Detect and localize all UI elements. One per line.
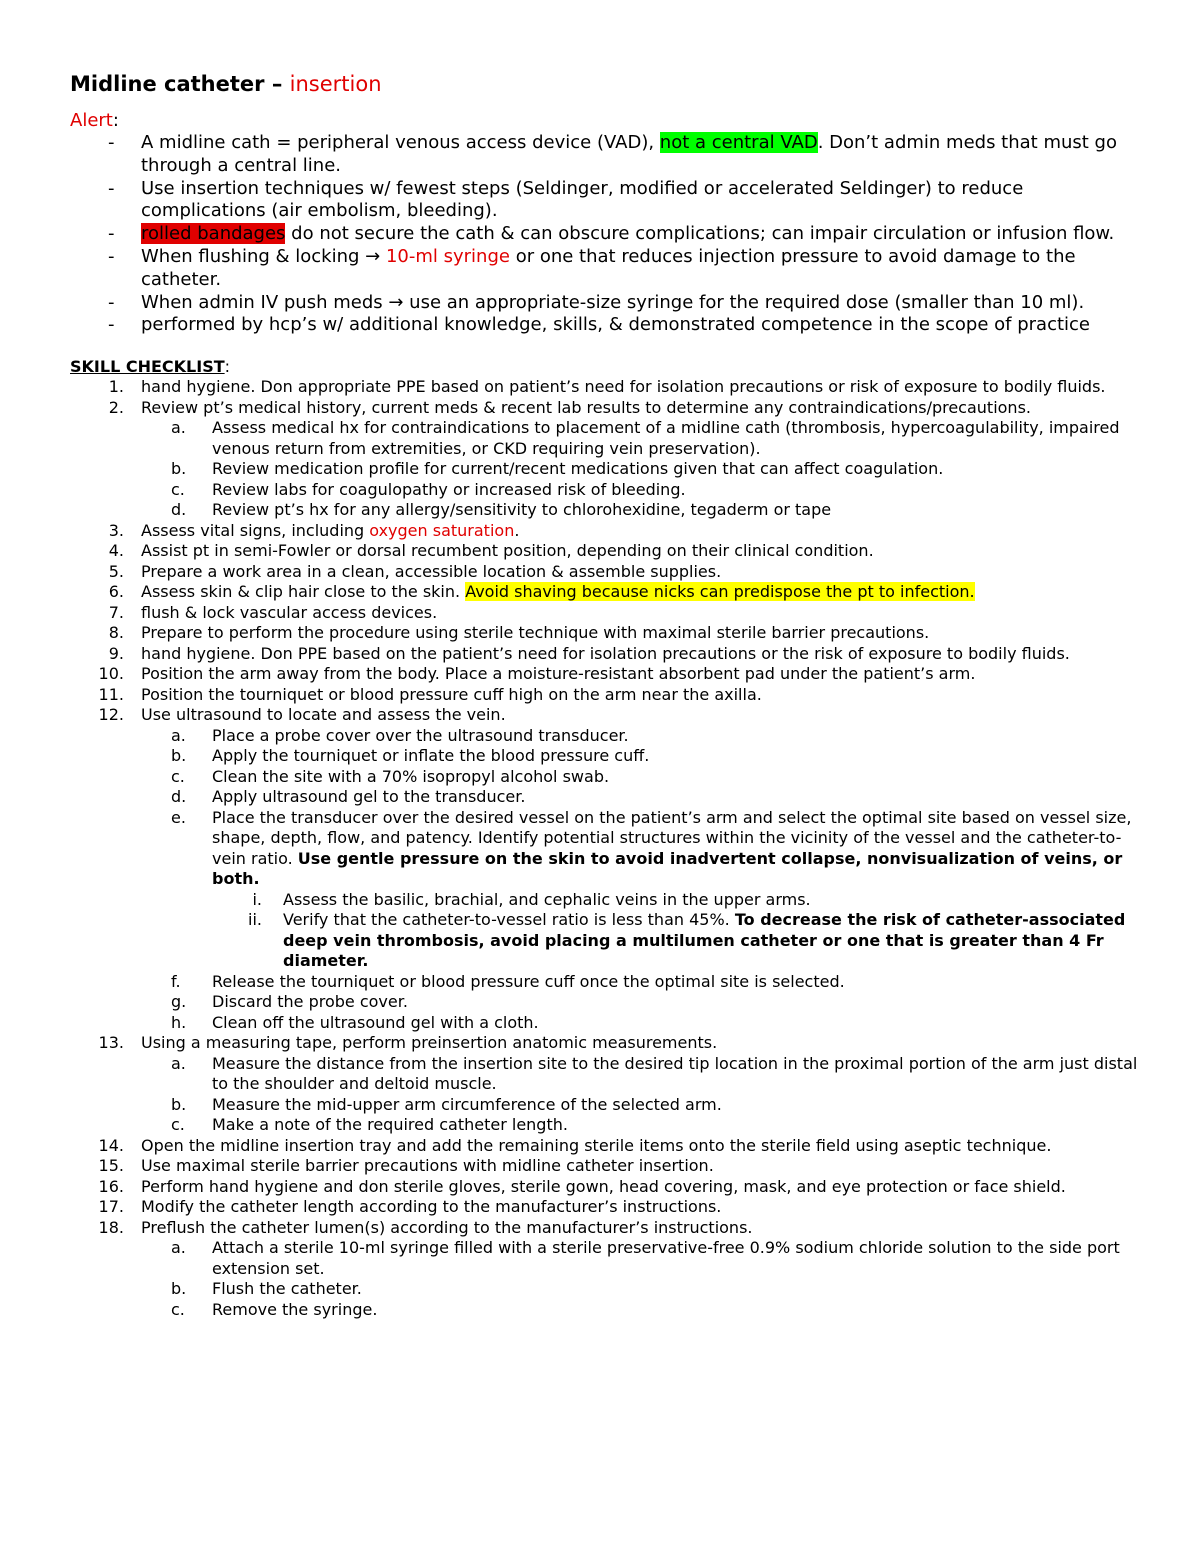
step-bold-text: Use gentle pressure on the skin to avoid inadvertent collapse, nonvisualization of veins, or both. <box>212 848 1123 889</box>
step-text: Position the tourniquet or blood pressure cuff high on the arm near the axilla. <box>141 684 762 704</box>
sub-step <box>141 972 1140 993</box>
sub-step-label: b. <box>171 746 187 766</box>
step-text: Modify the catheter length according to the manufacturer’s instructions. <box>141 1197 722 1217</box>
step-text: Assess skin & clip hair close to the skin. <box>141 582 466 602</box>
step-number: 3. <box>108 520 124 540</box>
step-number: 1. <box>108 377 124 397</box>
sub-step <box>141 1279 1140 1300</box>
arrow-icon: → <box>388 291 404 313</box>
step-number: 17. <box>98 1197 124 1217</box>
sub-step <box>141 746 1140 767</box>
alert-item <box>70 132 1140 178</box>
sub-step <box>141 1300 1140 1321</box>
sub-step-label: b. <box>171 459 187 479</box>
sub-step <box>141 1115 1140 1136</box>
step-text: Assess vital signs, including <box>141 520 370 540</box>
sub-step <box>141 1238 1140 1279</box>
sub-step <box>141 459 1140 480</box>
bullet-dash: - <box>108 177 115 199</box>
step-number: 16. <box>98 1176 124 1196</box>
title-main: Midline catheter – <box>70 72 290 96</box>
step-text: Place a probe cover over the ultrasound transducer. <box>212 725 629 745</box>
step-number: 2. <box>108 397 124 417</box>
sub-step <box>141 808 1140 972</box>
step-text: Attach a sterile 10-ml syringe filled with a sterile preservative-free 0.9% sodium chloride solution to the side port extension set. <box>212 1238 1120 1278</box>
sub-step <box>141 500 1140 521</box>
step-text: hand hygiene. Don PPE based on the patient’s need for isolation precautions or the risk of exposure to bodily fluids. <box>141 643 1070 663</box>
step-number: 9. <box>108 643 124 663</box>
step-text: Using a measuring tape, perform preinsertion anatomic measurements. <box>141 1033 718 1053</box>
step-number: 5. <box>108 561 124 581</box>
checklist-step <box>70 562 1140 583</box>
arrow-icon: → <box>365 245 381 267</box>
sub-step-label: a. <box>171 418 186 438</box>
alert-item <box>70 178 1140 224</box>
step-text: Release the tourniquet or blood pressure cuff once the optimal site is selected. <box>212 971 845 991</box>
sub-step <box>141 1095 1140 1116</box>
sub-step-label: a. <box>171 1053 186 1073</box>
checklist-step <box>70 1197 1140 1218</box>
sub-step-label: d. <box>171 787 187 807</box>
step-text: Prepare to perform the procedure using sterile technique with maximal sterile barrier precautions. <box>141 623 930 643</box>
sub-step-label: c. <box>171 479 185 499</box>
step-text: Discard the probe cover. <box>212 992 408 1012</box>
sub-step <box>141 767 1140 788</box>
step-text: Perform hand hygiene and don sterile gloves, sterile gown, head covering, mask, and eye protection or face shield. <box>141 1176 1066 1196</box>
sub-step-label: f. <box>171 971 181 991</box>
sub-step-label: b. <box>171 1279 187 1299</box>
step-bold-text: To decrease the risk of catheter-associated deep vein thrombosis, avoid placing a multilumen catheter or one that is greater than 4 Fr diameter. <box>283 910 1126 971</box>
step-text: Clean off the ultrasound gel with a cloth. <box>212 1012 539 1032</box>
step-text: Place the transducer over the desired vessel on the patient’s arm and select the optimal site based on vessel size, shape, depth, flow, and patency. Identify potential structures within the vicinity of the vessel and the catheter-to-vein ratio. <box>212 807 1132 868</box>
bullet-dash: - <box>108 223 115 245</box>
step-number: 6. <box>108 582 124 602</box>
alert-heading <box>70 110 1140 132</box>
page-title <box>70 70 1140 98</box>
sub-steps <box>141 418 1140 521</box>
alert-text: When admin IV push meds <box>141 291 389 313</box>
sub-step-label: c. <box>171 1299 185 1319</box>
checklist-step <box>70 1177 1140 1198</box>
step-text: Verify that the catheter-to-vessel ratio is less than 45%. <box>283 910 735 930</box>
sub-sub-step-label: i. <box>252 889 262 909</box>
step-text: Flush the catheter. <box>212 1279 362 1299</box>
checklist-step <box>70 623 1140 644</box>
step-text: Review pt’s hx for any allergy/sensitivity to chlorohexidine, tegaderm or tape <box>212 500 832 520</box>
step-number: 7. <box>108 602 124 622</box>
step-text: hand hygiene. Don appropriate PPE based on patient’s need for isolation precautions or risk of exposure to bodily fluids. <box>141 377 1106 397</box>
step-number: 11. <box>98 684 124 704</box>
step-emphasis: oxygen saturation <box>369 520 515 540</box>
alert-emphasis: 10-ml syringe <box>380 245 510 267</box>
step-text: Measure the distance from the insertion site to the desired tip location in the proximal portion of the arm just distal to the shoulder and deltoid muscle. <box>212 1053 1138 1094</box>
step-text: flush & lock vascular access devices. <box>141 602 438 622</box>
sub-steps <box>141 726 1140 1034</box>
step-number: 13. <box>98 1033 124 1053</box>
alert-text: Use insertion techniques w/ fewest steps (Seldinger, modified or accelerated Seldinger) to reduce complications (air embolism, bleeding). <box>141 177 1024 222</box>
checklist-step <box>70 1156 1140 1177</box>
alert-text: When flushing & locking <box>141 245 366 267</box>
step-number: 15. <box>98 1156 124 1176</box>
alert-item <box>70 246 1140 292</box>
step-number: 10. <box>98 664 124 684</box>
sub-step <box>141 1013 1140 1034</box>
checklist-step <box>70 398 1140 521</box>
step-text: Assist pt in semi-Fowler or dorsal recumbent position, depending on their clinical condition. <box>141 541 874 561</box>
checklist-step <box>70 541 1140 562</box>
step-text: Apply the tourniquet or inflate the blood pressure cuff. <box>212 746 650 766</box>
alert-list <box>70 132 1140 337</box>
sub-sub-step-label: ii. <box>248 910 262 930</box>
alert-text: performed by hcp’s w/ additional knowledge, skills, & demonstrated competence in the scope of practice <box>141 314 1090 336</box>
highlight-yellow: Avoid shaving because nicks can predispose the pt to infection. <box>465 582 975 602</box>
alert-colon: : <box>112 110 119 131</box>
sub-sub-steps <box>212 890 1140 972</box>
checklist-steps <box>70 377 1140 1320</box>
step-text: Use maximal sterile barrier precautions with midline catheter insertion. <box>141 1156 714 1176</box>
sub-step-label: d. <box>171 500 187 520</box>
alert-text: or one that reduces injection pressure to avoid damage to the catheter. <box>141 245 1076 290</box>
sub-sub-step <box>212 890 1140 911</box>
step-number: 14. <box>98 1135 124 1155</box>
sub-step <box>141 726 1140 747</box>
sub-steps <box>141 1238 1140 1320</box>
sub-steps <box>141 1054 1140 1136</box>
alert-text: do not secure the cath & can obscure complications; can impair circulation or infusion flow. <box>285 223 1115 245</box>
highlight-red: rolled bandages <box>141 223 286 245</box>
sub-step-label: c. <box>171 1115 185 1135</box>
checklist-step <box>70 644 1140 665</box>
checklist-step <box>70 377 1140 398</box>
step-text: Measure the mid-upper arm circumference of the selected arm. <box>212 1094 722 1114</box>
sub-step <box>141 480 1140 501</box>
step-text: Use ultrasound to locate and assess the vein. <box>141 705 506 725</box>
step-number: 12. <box>98 705 124 725</box>
sub-sub-step <box>212 910 1140 972</box>
sub-step-label: e. <box>171 807 186 827</box>
sub-step <box>141 1054 1140 1095</box>
checklist-title: SKILL CHECKLIST <box>70 357 225 377</box>
document-page <box>70 70 1140 1320</box>
bullet-dash: - <box>108 245 115 267</box>
checklist-colon: : <box>224 357 231 377</box>
alert-label: Alert <box>70 110 113 131</box>
alert-item <box>70 292 1140 315</box>
checklist-step <box>70 685 1140 706</box>
step-text: Review labs for coagulopathy or increased risk of bleeding. <box>212 479 686 499</box>
sub-step-label: a. <box>171 1238 186 1258</box>
bullet-dash: - <box>108 314 115 336</box>
checklist-step <box>70 1033 1140 1136</box>
step-text: Assess medical hx for contraindications to placement of a midline cath (thrombosis, hypercoagulability, impaired venous return from extremities, or CKD requiring vein preservation). <box>212 418 1120 458</box>
step-text: Prepare a work area in a clean, accessible location & assemble supplies. <box>141 561 722 581</box>
sub-step <box>141 992 1140 1013</box>
sub-step <box>141 418 1140 459</box>
bullet-dash: - <box>108 291 115 313</box>
step-text: Clean the site with a 70% isopropyl alcohol swab. <box>212 766 610 786</box>
step-text: Preflush the catheter lumen(s) according to the manufacturer’s instructions. <box>141 1217 753 1237</box>
step-text: Position the arm away from the body. Place a moisture-resistant absorbent pad under the patient’s arm. <box>141 664 976 684</box>
step-text: Apply ultrasound gel to the transducer. <box>212 787 526 807</box>
sub-step <box>141 787 1140 808</box>
sub-step-label: c. <box>171 766 185 786</box>
step-number: 8. <box>108 623 124 643</box>
bullet-dash: - <box>108 132 115 153</box>
checklist-step <box>70 582 1140 603</box>
step-text: . <box>514 520 520 540</box>
highlight-green: not a central VAD <box>659 132 818 153</box>
step-text: Open the midline insertion tray and add the remaining sterile items onto the sterile field using aseptic technique. <box>141 1135 1052 1155</box>
step-text: Review pt’s medical history, current meds & recent lab results to determine any contraindications/precautions. <box>141 397 1031 417</box>
alert-text: A midline cath = peripheral venous access device (VAD), <box>141 132 660 153</box>
sub-step-label: g. <box>171 992 187 1012</box>
sub-step-label: a. <box>171 725 186 745</box>
checklist-heading <box>70 357 1140 377</box>
step-text: Review medication profile for current/recent medications given that can affect coagulation. <box>212 459 944 479</box>
checklist-step <box>70 664 1140 685</box>
step-text: Assess the basilic, brachial, and cephalic veins in the upper arms. <box>283 889 811 909</box>
title-accent: insertion <box>289 72 382 96</box>
checklist-step <box>70 603 1140 624</box>
checklist-step <box>70 521 1140 542</box>
alert-text: use an appropriate-size syringe for the required dose (smaller than 10 ml). <box>403 291 1085 313</box>
step-number: 4. <box>108 541 124 561</box>
step-text: Make a note of the required catheter length. <box>212 1115 568 1135</box>
sub-step-label: b. <box>171 1094 187 1114</box>
alert-text: . Don’t admin meds that must go through a central line. <box>141 132 1117 176</box>
alert-item <box>70 223 1140 246</box>
checklist-step <box>70 1136 1140 1157</box>
checklist-step <box>70 705 1140 1033</box>
step-number: 18. <box>98 1217 124 1237</box>
step-text: Remove the syringe. <box>212 1299 378 1319</box>
alert-item <box>70 314 1140 337</box>
sub-step-label: h. <box>171 1012 187 1032</box>
checklist-step <box>70 1218 1140 1321</box>
